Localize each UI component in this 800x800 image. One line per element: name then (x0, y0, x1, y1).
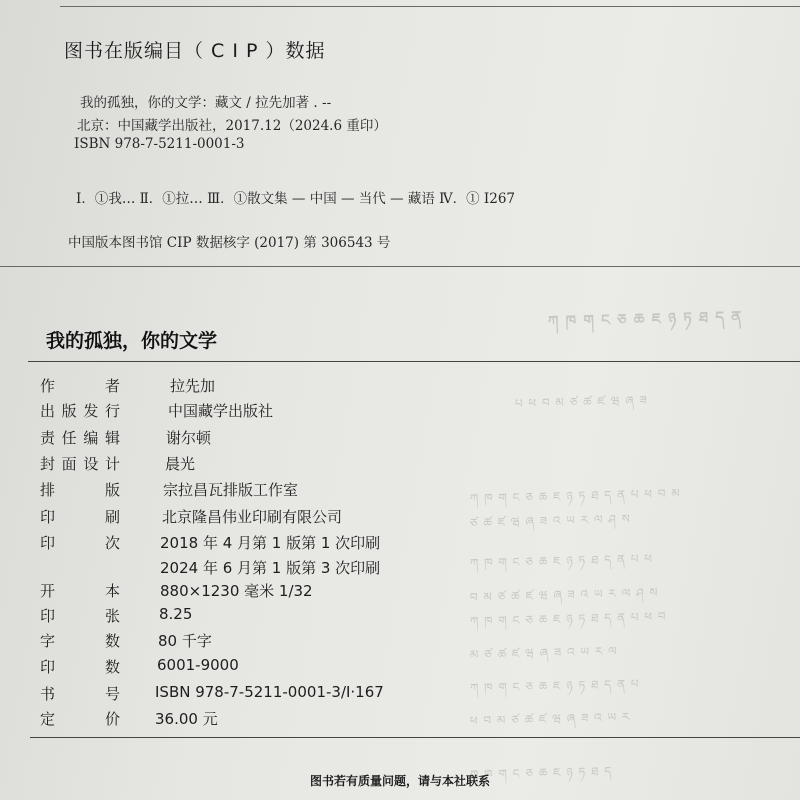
cip-line-title: 我的孤独，你的文学：藏文 / 拉先加著 . -- (80, 95, 332, 111)
detail-row-format (0, 580, 800, 604)
bleed-through-line: ཀ ཁ ག ང ཅ ཆ ཇ ཉ ཏ ཐ ད (469, 764, 613, 782)
cip-line-classification: Ⅰ．①我… Ⅱ．①拉… Ⅲ．①散文集 — 中国 — 当代 — 藏语 Ⅳ．① I267 (76, 191, 516, 207)
detail-row-sheets (0, 605, 800, 629)
cip-line-cip-number: 中国版本图书馆 CIP 数据核字 (2017) 第 306543 号 (68, 235, 391, 251)
detail-label: 印次 (40, 534, 120, 552)
bleed-through-title: ཀ ཁ ག ང ཅ ཆ ཇ ཉ ཏ ཐ ད ན (547, 307, 743, 331)
detail-row-impression (0, 532, 800, 556)
detail-row-price (0, 708, 800, 732)
bleed-through-line: མ ཙ ཚ ཛ ཝ ཞ ཟ འ ཡ ར ལ (469, 644, 618, 662)
detail-row-typesetting (0, 479, 800, 503)
detail-label: 作者 (40, 377, 120, 395)
detail-value: 拉先加 (170, 377, 216, 395)
bleed-through-line: ཀ ཁ ག ང ཅ ཆ ཇ ཉ ཏ ཐ ད ན པ ཕ བ མ (469, 486, 681, 506)
detail-row-printing (0, 506, 800, 530)
title-rule (28, 361, 800, 362)
detail-label: 书号 (40, 685, 120, 703)
detail-value: 2024 年 6 月第 1 版第 3 次印刷 (160, 559, 381, 577)
bleed-through-line: ཙ ཚ ཛ ཝ ཞ ཟ འ ཡ ར ལ ཤ ས (469, 511, 631, 531)
detail-row-editor (0, 427, 800, 451)
cip-line-isbn: ISBN 978-7-5211-0001-3 (74, 136, 245, 152)
detail-value: 80 千字 (158, 632, 212, 650)
detail-row-print-run (0, 656, 800, 680)
detail-label: 开本 (40, 582, 120, 600)
detail-label: 印刷 (40, 508, 120, 526)
bleed-through-line: ཀ ཁ ག ང ཅ ཆ ཇ ཉ ཏ ཐ ད ན པ ཕ (469, 551, 654, 571)
detail-row-cover-design (0, 453, 800, 477)
detail-row-isbn (0, 683, 800, 707)
book-title: 我的孤独，你的文学 (46, 330, 218, 352)
cip-line-publisher: 北京：中国藏学出版社，2017.12（2024.6 重印） (77, 118, 387, 134)
detail-label: 印张 (40, 607, 120, 625)
detail-value: 晨光 (165, 455, 196, 473)
cip-heading: 图书在版编目（ C I P ）数据 (64, 40, 326, 62)
detail-row-impression-2 (0, 557, 800, 581)
detail-label: 定价 (40, 710, 120, 728)
detail-value: 880×1230 毫米 1/32 (160, 582, 313, 600)
detail-value: ISBN 978-7-5211-0001-3/I·167 (155, 683, 384, 701)
detail-row-author (0, 375, 800, 399)
detail-label: 封面设计 (40, 455, 120, 473)
bleed-through-line: ཕ བ མ ཙ ཚ ཛ ཝ ཞ ཟ འ ཡ ར (469, 709, 631, 729)
detail-row-publisher (0, 400, 800, 424)
quality-notice: 图书若有质量问题，请与本社联系 (309, 774, 490, 788)
detail-value: 6001-9000 (157, 656, 239, 674)
detail-value: 2018 年 4 月第 1 版第 1 次印刷 (160, 534, 381, 552)
top-rule (60, 6, 800, 7)
detail-value: 36.00 元 (155, 710, 218, 728)
detail-label: 责任编辑 (40, 429, 120, 447)
detail-label: 出版发行 (40, 402, 120, 420)
bleed-through-line: བ མ ཙ ཚ ཛ ཝ ཞ ཟ འ ཡ ར ལ ཤ ས (469, 585, 659, 605)
detail-value: 北京隆昌伟业印刷有限公司 (162, 508, 343, 526)
bleed-through-subtitle: པ ཕ བ མ ཙ ཚ ཛ ཝ ཞ ཟ (514, 393, 648, 411)
detail-value: 宗拉昌瓦排版工作室 (163, 481, 299, 499)
detail-label: 字数 (40, 632, 120, 650)
detail-value: 8.25 (159, 605, 193, 623)
bleed-through-line: ཀ ཁ ག ང ཅ ཆ ཇ ཉ ཏ ཐ ད ན པ (469, 676, 640, 696)
detail-row-word-count (0, 630, 800, 654)
cip-bottom-rule (0, 266, 800, 267)
details-bottom-rule (30, 737, 800, 738)
detail-label: 排版 (40, 481, 120, 499)
detail-value: 谢尔顿 (166, 429, 212, 447)
detail-value: 中国藏学出版社 (168, 402, 274, 420)
bleed-through-line: ཀ ཁ ག ང ཅ ཆ ཇ ཉ ཏ ཐ ད ན པ ཕ བ (469, 609, 667, 629)
detail-label: 印数 (40, 658, 120, 676)
